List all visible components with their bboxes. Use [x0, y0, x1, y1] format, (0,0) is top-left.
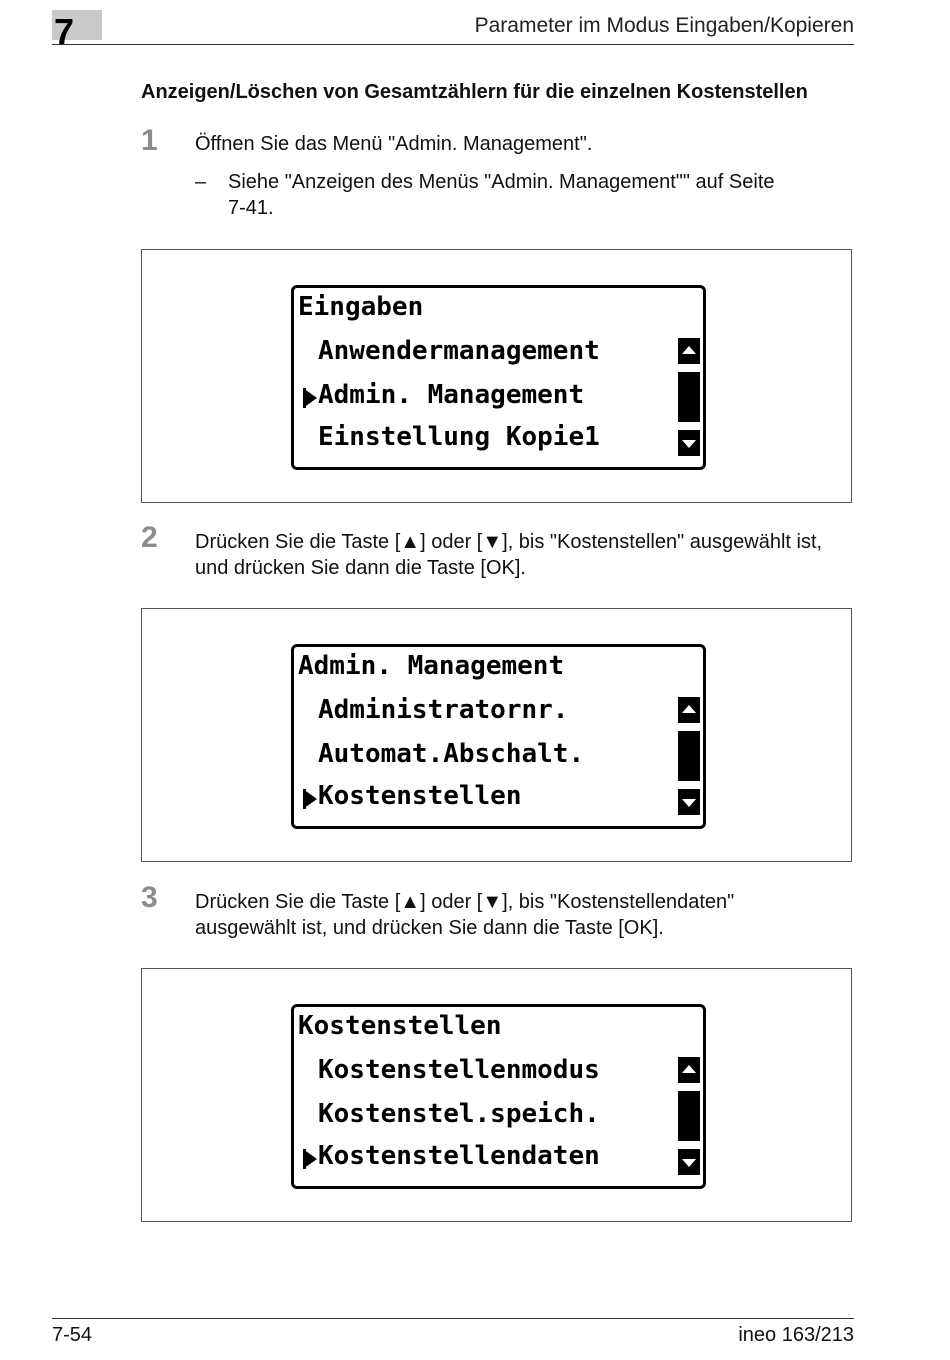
lcd-menu-item-selected: Kostenstellendaten	[318, 1141, 600, 1171]
selection-cursor-icon	[303, 1149, 317, 1169]
display-figure	[141, 608, 852, 862]
scroll-down-icon	[678, 430, 700, 456]
sub-step-text: Siehe "Anzeigen des Menüs "Admin. Management"" auf Seite 7-41.	[228, 171, 775, 219]
sub-step-dash: –	[195, 171, 207, 193]
display-figure	[141, 968, 852, 1222]
display-figure	[141, 249, 852, 503]
scroll-down-icon	[678, 789, 700, 815]
scroll-down-icon	[678, 1149, 700, 1175]
lcd-menu-item: Kostenstellenmodus	[318, 1055, 600, 1085]
page-number: 7-54	[52, 1324, 93, 1346]
running-header-title: Parameter im Modus Eingaben/Kopieren	[474, 14, 854, 37]
section-heading: Anzeigen/Löschen von Gesamtzählern für die einzelnen Kostenstellen	[141, 81, 808, 103]
scrollbar	[678, 1057, 700, 1179]
step-text: Drücken Sie die Taste [▲] oder [▼], bis "Kostenstellendaten" ausgewählt ist, und drücken Sie dann die Taste [OK].	[195, 891, 735, 939]
scroll-thumb	[678, 1091, 700, 1141]
lcd-menu-item: Kostenstel.speich.	[318, 1099, 600, 1129]
product-name: ineo 163/213	[738, 1324, 854, 1346]
lcd-panel	[291, 644, 706, 829]
lcd-menu-item: Administratornr.	[318, 695, 569, 725]
lcd-title: Kostenstellen	[298, 1011, 502, 1041]
scroll-thumb	[678, 731, 700, 781]
lcd-panel	[291, 285, 706, 470]
step-number: 1	[141, 124, 158, 157]
scroll-up-icon	[678, 1057, 700, 1083]
footer-divider	[52, 1318, 854, 1319]
lcd-menu-item: Anwendermanagement	[318, 336, 600, 366]
header-divider	[52, 44, 854, 45]
step-number: 3	[141, 881, 158, 914]
lcd-menu-item: Automat.Abschalt.	[318, 739, 585, 769]
lcd-title: Admin. Management	[298, 651, 565, 681]
step-number: 2	[141, 521, 158, 554]
lcd-menu-item-selected: Admin. Management	[318, 380, 585, 410]
lcd-title: Eingaben	[298, 292, 424, 322]
step-text: Drücken Sie die Taste [▲] oder [▼], bis "Kostenstellen" ausgewählt ist, und drücken Sie dann die Taste [OK].	[195, 531, 823, 579]
scroll-up-icon	[678, 697, 700, 723]
scroll-thumb	[678, 372, 700, 422]
lcd-menu-item: Einstellung Kopie1	[318, 422, 600, 452]
chapter-number: 7	[54, 11, 75, 52]
lcd-panel	[291, 1004, 706, 1189]
scrollbar	[678, 697, 700, 819]
scroll-up-icon	[678, 338, 700, 364]
step-text: Öffnen Sie das Menü "Admin. Management".	[195, 133, 593, 155]
selection-cursor-icon	[303, 388, 317, 408]
scrollbar	[678, 338, 700, 460]
selection-cursor-icon	[303, 789, 317, 809]
lcd-menu-item-selected: Kostenstellen	[318, 781, 522, 811]
